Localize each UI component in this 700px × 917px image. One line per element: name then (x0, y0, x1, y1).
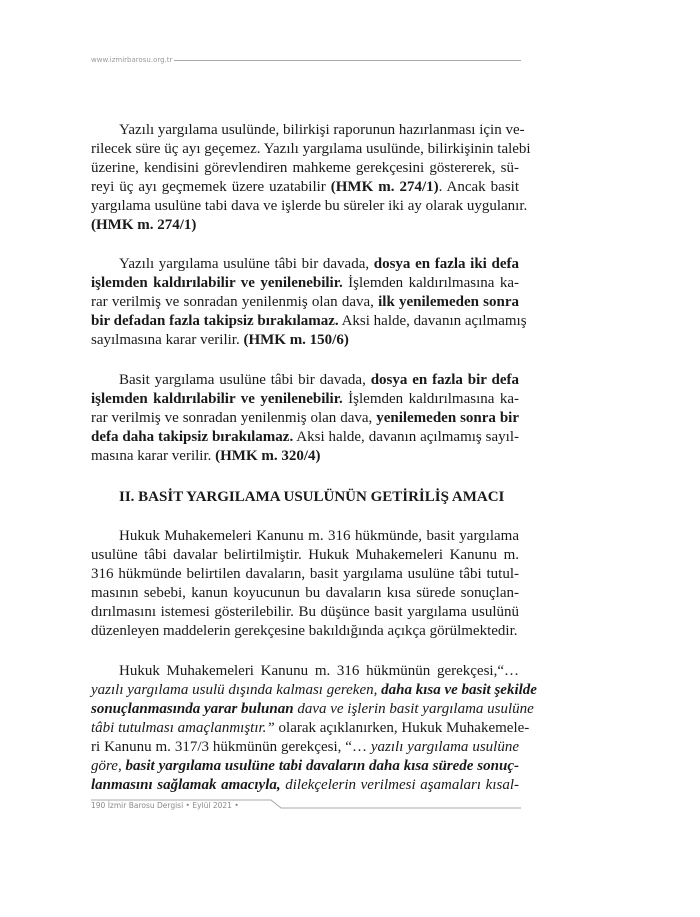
text-line (91, 776, 519, 795)
paragraph-4 (91, 527, 519, 641)
text-segment: reyi üç ayı geçmemek üzere uzatabilir (91, 179, 331, 195)
bold-text: işlemden kaldırılabilir ve yenilenebilir. (91, 275, 343, 291)
text-segment: yargılama usulüne tabi dava ve işlerde bu süreler iki ay olarak uygulanır. (91, 198, 528, 214)
text-line (91, 216, 519, 235)
text-segment: sayılmasına karar verilir. (91, 332, 244, 348)
text-line (91, 197, 528, 216)
bold-text: (HMK m. 274/1) (91, 217, 197, 233)
text-line (91, 719, 530, 738)
text-line (91, 390, 519, 409)
paragraph-1 (91, 121, 531, 235)
text-line (91, 662, 519, 681)
text-line (91, 121, 525, 140)
text-segment: masına karar verilir. (91, 448, 216, 464)
text-line (91, 312, 527, 331)
bold-text: dosya en fazla iki defa (373, 256, 519, 272)
text-line (91, 681, 537, 700)
text-line (91, 255, 519, 274)
text-line (91, 140, 531, 159)
text-segment: masının sebebi, kanun koyucunun bu davaların kısa sürede sonuçlan- (91, 585, 519, 601)
bold-text: daha kısa ve basit şekilde (381, 682, 537, 698)
footer-text: 190 İzmir Barosu Dergisi • Eylül 2021 • (91, 801, 239, 810)
text-segment: olarak açıklanırken, Hukuk Muhakemele- (274, 720, 530, 736)
bold-text: defa daha takipsiz bırakılamaz. (91, 429, 294, 445)
text-line (91, 409, 519, 428)
text-line (91, 527, 519, 546)
italic-text: dilekçelerin verilmesi aşamaları kısal- (280, 777, 519, 793)
header-rule (174, 60, 521, 61)
text-line (91, 371, 519, 390)
text-line (91, 274, 519, 293)
text-line (91, 293, 519, 312)
text-line (91, 331, 519, 350)
italic-text: yazılı yargılama usulü dışında kalması gereken, (91, 682, 382, 698)
text-line (91, 565, 519, 584)
text-segment: Basit yargılama usulüne tâbi bir davada, (119, 372, 371, 388)
text-line (91, 447, 519, 466)
paragraph-3 (91, 371, 519, 466)
italic-text: dava ve işlerin basit yargılama usulüne (293, 701, 534, 717)
italic-text: yazılı yargılama usulüne (370, 739, 519, 755)
italic-text: göre, (91, 758, 126, 774)
text-line (91, 428, 519, 447)
text-line (91, 178, 519, 197)
bold-text: (HMK m. 320/4) (215, 448, 321, 464)
text-segment: ri Kanunu m. 317/3 hükmünün gerekçesi, “… (91, 739, 371, 755)
bold-text: ilk yenilemeden sonra (378, 294, 519, 310)
text-line (91, 603, 519, 622)
text-segment: Hukuk Muhakemeleri Kanunu m. 316 hükmünün gerekçesi,“… (119, 663, 519, 679)
text-segment: düzenleyen maddelerin gerekçesine bakıldığında açıkça görülmektedir. (91, 623, 518, 639)
text-segment: Hukuk Muhakemeleri Kanunu m. 316 hükmünde, basit yargılama (119, 528, 519, 544)
text-line (91, 700, 534, 719)
text-segment: üzerine, kendisini görevlendiren mahkeme gerekçesini göstererek, sü- (91, 160, 519, 176)
text-segment: İşlemden kaldırılmasına ka- (342, 275, 520, 291)
text-segment: Yazılı yargılama usulüne tâbi bir davada, (119, 256, 374, 272)
text-line (91, 757, 519, 776)
section-heading: II. BASİT YARGILAMA USULÜNÜN GETİRİLİŞ AMACI (119, 489, 505, 505)
bold-text: basit yargılama usulüne tabi davaların daha kısa sürede sonuç- (125, 758, 519, 774)
text-segment: Yazılı yargılama usulünde, bilirkişi raporunun hazırlanması için ve- (119, 122, 525, 138)
bold-text: (HMK m. 274/1) (330, 179, 439, 195)
text-line (91, 546, 519, 565)
text-segment: rar verilmiş ve sonradan yenilenmiş olan dava, (91, 294, 379, 310)
text-line (91, 738, 519, 757)
paragraph-5 (91, 662, 537, 795)
bold-text: dosya en fazla bir defa (370, 372, 519, 388)
bold-text: bir defadan fazla takipsiz bırakılamaz. (91, 313, 339, 329)
page-footer (91, 799, 521, 813)
header-url: www.izmirbarosu.org.tr (91, 56, 173, 64)
bold-text: işlemden kaldırılabilir ve yenilenebilir. (91, 391, 343, 407)
text-segment: İşlemden kaldırılmasına ka- (342, 391, 520, 407)
text-segment: . Ancak basit (438, 179, 519, 195)
text-segment: Aksi halde, davanın açılmamış sayıl- (293, 429, 520, 445)
text-segment: rilecek süre üç ayı geçemez. Yazılı yargılama usulünde, bilirkişinin talebi (91, 141, 531, 157)
page-header (91, 54, 521, 66)
bold-text: yenilemeden sonra bir (376, 410, 519, 426)
paragraph-2 (91, 255, 527, 350)
text-segment: 316 hükmünde belirtilen davaların, basit yargılama usulüne tâbi tutul- (91, 566, 519, 582)
text-line (91, 622, 519, 641)
text-segment: rar verilmiş ve sonradan yenilenmiş olan dava, (91, 410, 377, 426)
bold-text: sonuçlanmasında yarar bulunan (91, 701, 294, 717)
text-line (91, 159, 519, 178)
bold-text: (HMK m. 150/6) (243, 332, 349, 348)
italic-text: tâbi tutulması amaçlanmıştır.” (91, 720, 275, 736)
text-segment: usulüne tâbi davalar belirtilmiştir. Hukuk Muhakemeleri Kanunu m. (91, 547, 519, 563)
text-line (91, 584, 519, 603)
bold-text: lanmasını sağlamak amacıyla, (91, 777, 281, 793)
text-segment: dırılmasını istemesi gösterilebilir. Bu düşünce basit yargılama usulünü (91, 604, 519, 620)
text-segment: Aksi halde, davanın açılmamış (338, 313, 527, 329)
